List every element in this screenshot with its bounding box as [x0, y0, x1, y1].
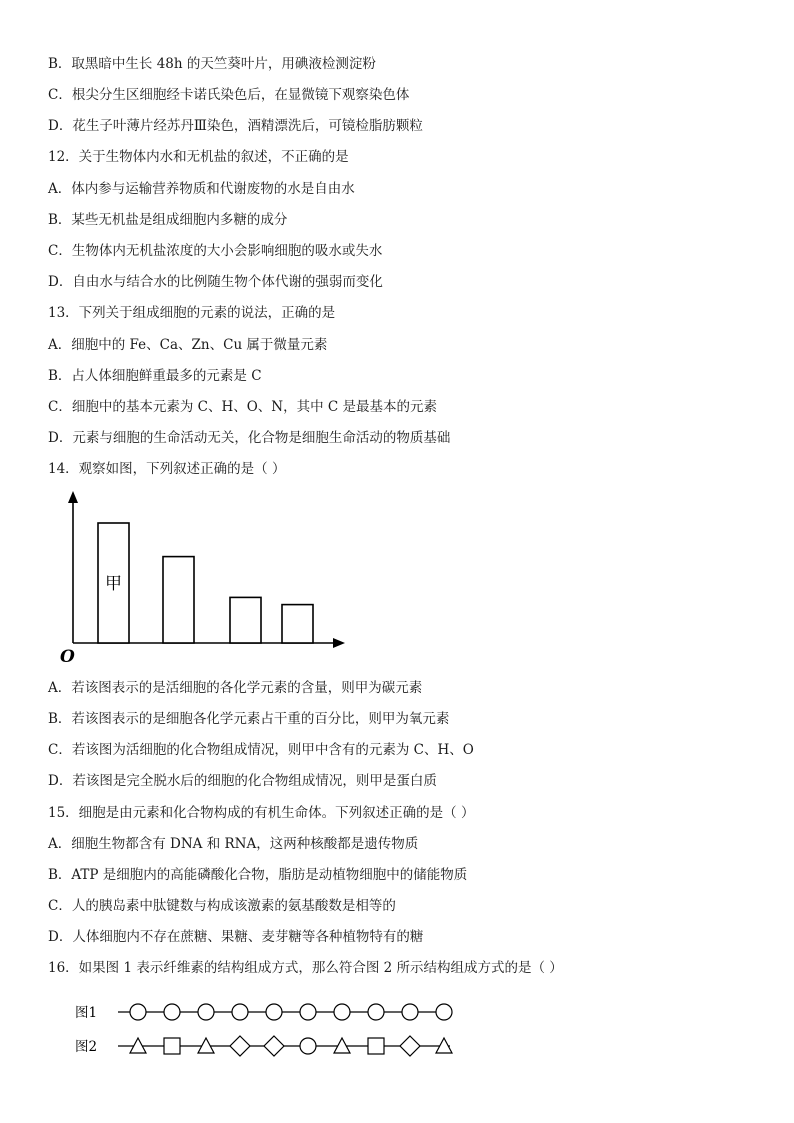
q12-option-a: A．体内参与运输营养物质和代谢废物的水是自由水: [48, 181, 355, 197]
fig2-diamond-4: [230, 1036, 250, 1056]
fig1-circle-1: [130, 1004, 146, 1020]
fig1-circle-6: [300, 1004, 316, 1020]
fig2-label: 图2: [75, 1039, 98, 1055]
q13-option-c: C．细胞中的基本元素为 C、H、O、N，其中 C 是最基本的元素: [48, 399, 438, 415]
q13-stem: 13．下列关于组成细胞的元素的说法，正确的是: [48, 305, 336, 321]
q14-option-d: D．若该图是完全脱水后的细胞的化合物组成情况，则甲是蛋白质: [48, 773, 437, 789]
q11-option-b: B．取黑暗中生长 48h 的天竺葵叶片，用碘液检测淀粉: [48, 56, 376, 72]
fig1-label: 图1: [75, 1005, 98, 1021]
fig2-diamond-9: [400, 1036, 420, 1056]
q14-option-b: B．若该图表示的是细胞各化学元素占干重的百分比，则甲为氧元素: [48, 711, 450, 727]
fig2-diamond-5: [264, 1036, 284, 1056]
q14-stem: 14．观察如图，下列叙述正确的是（ ）: [48, 461, 286, 477]
y-axis-arrow: [68, 491, 78, 503]
q13-option-d: D．元素与细胞的生命活动无关，化合物是细胞生命活动的物质基础: [48, 430, 451, 446]
q15-option-d: D．人体细胞内不存在蔗糖、果糖、麦芽糖等各种植物特有的糖: [48, 929, 424, 945]
q12-option-d: D．自由水与结合水的比例随生物个体代谢的强弱而变化: [48, 274, 383, 290]
q12-stem: 12．关于生物体内水和无机盐的叙述，不正确的是: [48, 149, 349, 165]
bar-2: [163, 557, 194, 643]
q13-option-b: B．占人体细胞鲜重最多的元素是 C: [48, 368, 262, 384]
fig1-circle-7: [334, 1004, 350, 1020]
q12-option-b: B．某些无机盐是组成细胞内多糖的成分: [48, 212, 288, 228]
fig1-circle-10: [436, 1004, 452, 1020]
q14-option-c: C．若该图为活细胞的化合物组成情况，则甲中含有的元素为 C、H、O: [48, 742, 474, 758]
q15-option-b: B．ATP 是细胞内的高能磷酸化合物，脂肪是动植物细胞中的储能物质: [48, 867, 468, 883]
fig1-circle-3: [198, 1004, 214, 1020]
fig1-circle-5: [266, 1004, 282, 1020]
q16-stem: 16．如果图 1 表示纤维素的结构组成方式，那么符合图 2 所示结构组成方式的是（ ）: [48, 960, 563, 976]
fig1-circle-9: [402, 1004, 418, 1020]
q14-option-a: A．若该图表示的是活细胞的各化学元素的含量，则甲为碳元素: [48, 680, 423, 696]
fig1-circle-8: [368, 1004, 384, 1020]
bar-label-1: 甲: [105, 574, 122, 594]
q15-option-a: A．细胞生物都含有 DNA 和 RNA，这两种核酸都是遗传物质: [48, 836, 419, 852]
bar-3: [230, 597, 261, 643]
fig1-circle-4: [232, 1004, 248, 1020]
q12-option-c: C．生物体内无机盐浓度的大小会影响细胞的吸水或失水: [48, 243, 383, 259]
q11-option-d: D．花生子叶薄片经苏丹Ⅲ染色，酒精漂洗后，可镜检脂肪颗粒: [48, 118, 423, 134]
origin-label: O: [60, 647, 75, 667]
x-axis-arrow: [333, 638, 345, 648]
fig2-square-8: [368, 1038, 384, 1054]
q14-bar-chart: [55, 485, 355, 670]
q15-option-c: C．人的胰岛素中肽键数与构成该激素的氨基酸数是相等的: [48, 898, 396, 914]
fig2-circle-6: [300, 1038, 316, 1054]
q13-option-a: A．细胞中的 Fe、Ca、Zn、Cu 属于微量元素: [48, 337, 328, 353]
fig1-circle-2: [164, 1004, 180, 1020]
q15-stem: 15．细胞是由元素和化合物构成的有机生命体。下列叙述正确的是（ ）: [48, 805, 475, 821]
fig2-square-2: [164, 1038, 180, 1054]
bar-4: [282, 605, 313, 643]
q11-option-c: C．根尖分生区细胞经卡诺氏染色后，在显微镜下观察染色体: [48, 87, 410, 103]
q16-structure-figures: [70, 1000, 470, 1060]
